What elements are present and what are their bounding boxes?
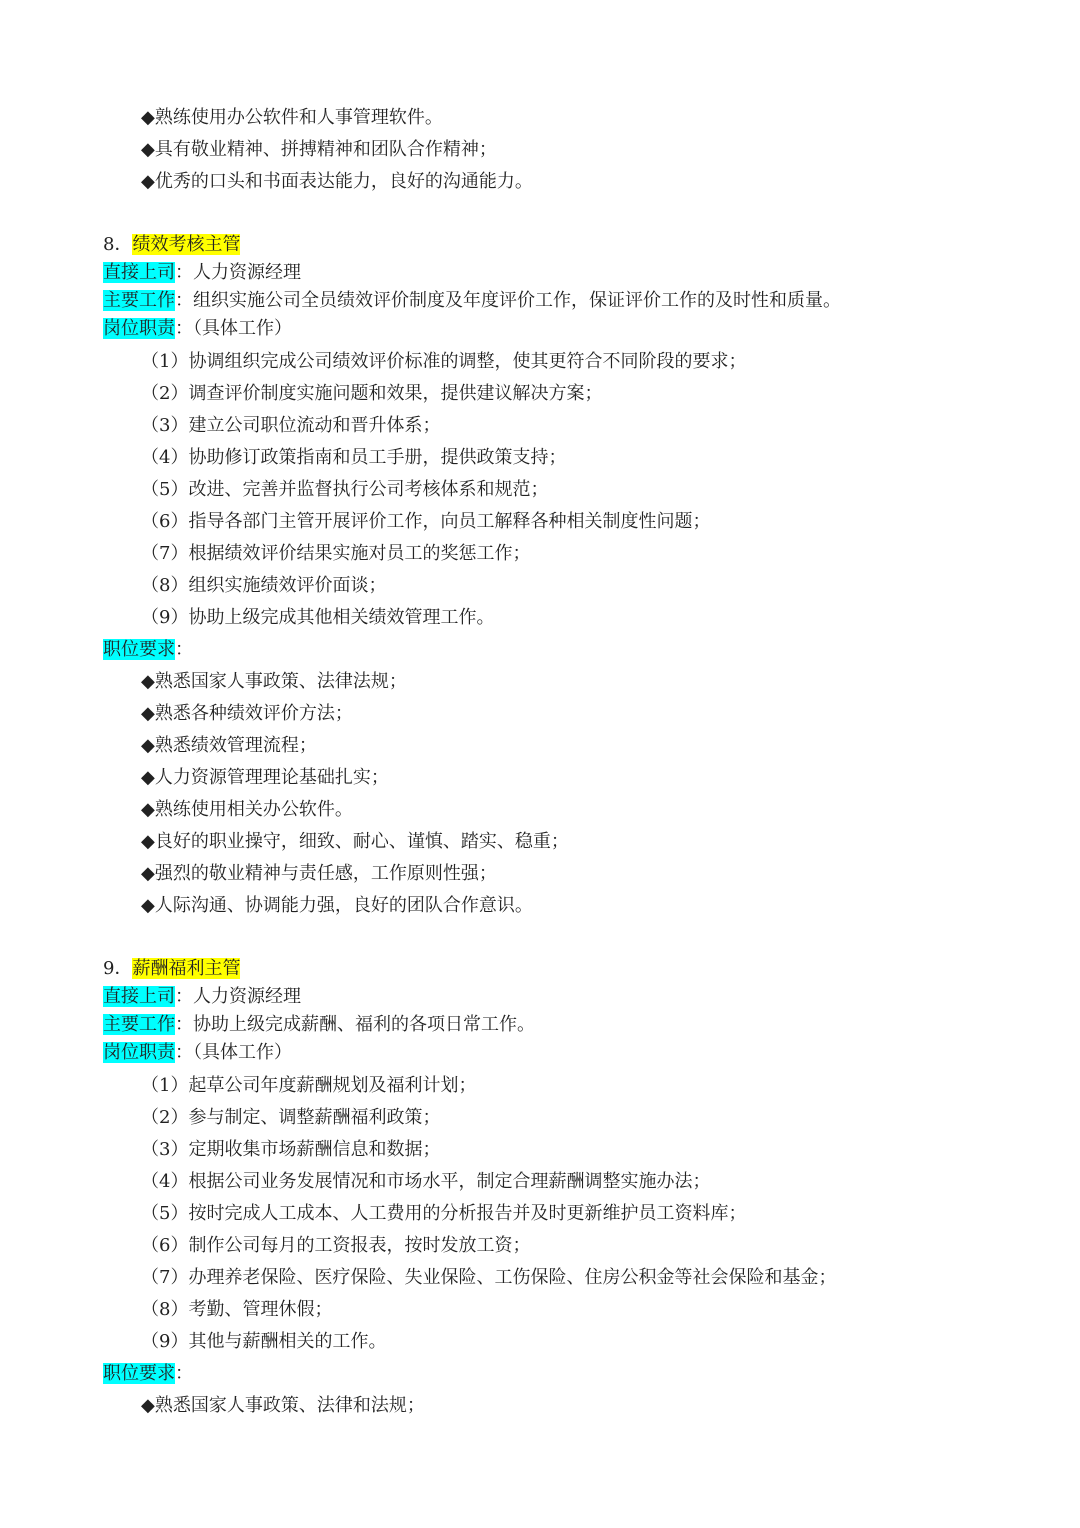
duty-item: （2）调查评价制度实施问题和效果，提供建议解决方案； (141, 383, 603, 404)
main-work-label: 主要工作 (103, 290, 175, 311)
requirements-label: 职位要求 (103, 1363, 175, 1384)
duty-item: （2）参与制定、调整薪酬福利政策； (141, 1107, 441, 1128)
duty-item: （5）按时完成人工成本、人工费用的分析报告并及时更新维护员工资料库； (141, 1203, 747, 1224)
requirements-line: 职位要求： (103, 1363, 193, 1384)
diamond-bullet-icon: ◆ (141, 671, 155, 692)
section-heading: 8．绩效考核主管 (103, 234, 241, 255)
duties-label: 岗位职责 (103, 318, 175, 339)
supervisor-line: 直接上司：人力资源经理 (103, 262, 301, 283)
duty-item: （5）改进、完善并监督执行公司考核体系和规范； (141, 479, 549, 500)
diamond-bullet-icon: ◆ (141, 703, 155, 724)
duty-item: （9）其他与薪酬相关的工作。 (141, 1331, 387, 1352)
diamond-bullet-icon: ◆ (141, 831, 155, 852)
bullet-item: ◆强烈的敬业精神与责任感，工作原则性强； (141, 861, 497, 887)
diamond-bullet-icon: ◆ (141, 767, 155, 788)
supervisor-line: 直接上司：人力资源经理 (103, 986, 301, 1007)
diamond-bullet-icon: ◆ (141, 107, 155, 128)
bullet-item: ◆良好的职业操守，细致、耐心、谨慎、踏实、稳重； (141, 829, 569, 855)
duty-item: （6）指导各部门主管开展评价工作，向员工解释各种相关制度性问题； (141, 511, 711, 532)
duty-item: （7）办理养老保险、医疗保险、失业保险、工伤保险、住房公积金等社会保险和基金； (141, 1267, 837, 1288)
diamond-bullet-icon: ◆ (141, 139, 155, 160)
diamond-bullet-icon: ◆ (141, 895, 155, 916)
requirements-label: 职位要求 (103, 639, 175, 660)
main-work-line: 主要工作：组织实施公司全员绩效评价制度及年度评价工作，保证评价工作的及时性和质量。 (103, 290, 841, 311)
diamond-bullet-icon: ◆ (141, 1395, 155, 1416)
main-work-line: 主要工作：协助上级完成薪酬、福利的各项日常工作。 (103, 1014, 535, 1035)
bullet-item: ◆优秀的口头和书面表达能力，良好的沟通能力。 (141, 169, 533, 195)
bullet-item: ◆熟悉各种绩效评价方法； (141, 701, 353, 727)
duty-item: （6）制作公司每月的工资报表，按时发放工资； (141, 1235, 531, 1256)
duty-item: （7）根据绩效评价结果实施对员工的奖惩工作； (141, 543, 531, 564)
diamond-bullet-icon: ◆ (141, 735, 155, 756)
duty-item: （3）建立公司职位流动和晋升体系； (141, 415, 441, 436)
duties-line: 岗位职责：（具体工作） (103, 1042, 292, 1063)
duty-item: （3）定期收集市场薪酬信息和数据； (141, 1139, 441, 1160)
diamond-bullet-icon: ◆ (141, 863, 155, 884)
bullet-item: ◆熟练使用相关办公软件。 (141, 797, 353, 823)
bullet-item: ◆人际沟通、协调能力强，良好的团队合作意识。 (141, 893, 533, 919)
supervisor-label: 直接上司 (103, 262, 175, 283)
section-title: 薪酬福利主管 (132, 958, 241, 979)
duty-item: （9）协助上级完成其他相关绩效管理工作。 (141, 607, 495, 628)
requirements-line: 职位要求： (103, 639, 193, 660)
duty-item: （4）根据公司业务发展情况和市场水平，制定合理薪酬调整实施办法； (141, 1171, 711, 1192)
diamond-bullet-icon: ◆ (141, 171, 155, 192)
main-work-label: 主要工作 (103, 1014, 175, 1035)
bullet-item: ◆人力资源管理理论基础扎实； (141, 765, 389, 791)
bullet-item: ◆熟练使用办公软件和人事管理软件。 (141, 105, 443, 131)
duty-item: （8）组织实施绩效评价面谈； (141, 575, 387, 596)
duty-item: （8）考勤、管理休假； (141, 1299, 333, 1320)
diamond-bullet-icon: ◆ (141, 799, 155, 820)
duties-line: 岗位职责：（具体工作） (103, 318, 292, 339)
bullet-item: ◆熟悉国家人事政策、法律法规； (141, 669, 407, 695)
duties-label: 岗位职责 (103, 1042, 175, 1063)
duty-item: （1）起草公司年度薪酬规划及福利计划； (141, 1075, 477, 1096)
bullet-item: ◆具有敬业精神、拼搏精神和团队合作精神； (141, 137, 497, 163)
duty-item: （4）协助修订政策指南和员工手册，提供政策支持； (141, 447, 567, 468)
bullet-item: ◆熟悉绩效管理流程； (141, 733, 317, 759)
section-title: 绩效考核主管 (132, 234, 241, 255)
supervisor-label: 直接上司 (103, 986, 175, 1007)
section-heading: 9．薪酬福利主管 (103, 958, 241, 979)
bullet-item: ◆熟悉国家人事政策、法律和法规； (141, 1393, 425, 1419)
duty-item: （1）协调组织完成公司绩效评价标准的调整，使其更符合不同阶段的要求； (141, 351, 747, 372)
